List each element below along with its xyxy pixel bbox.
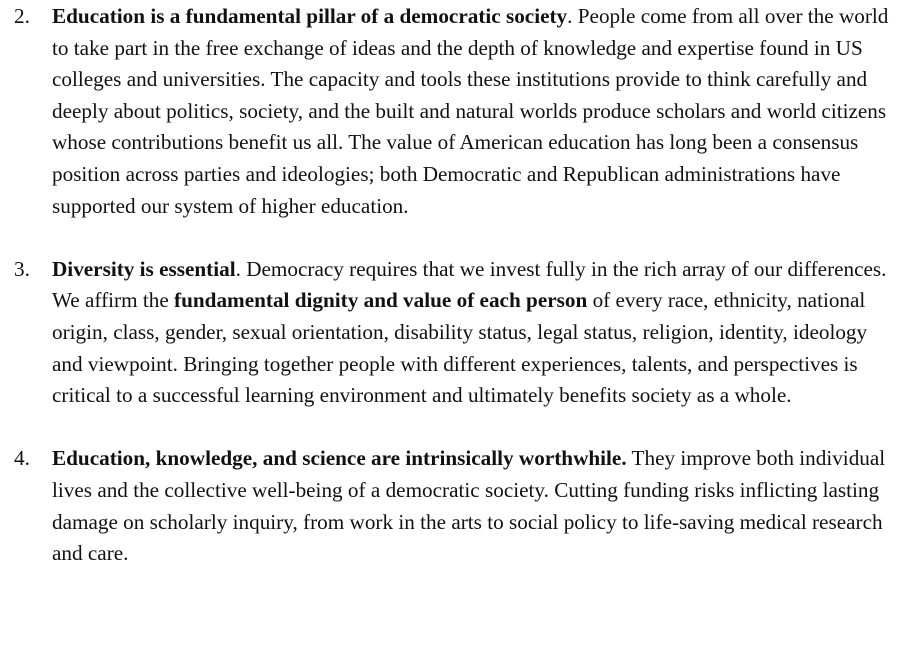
list-item-4 — [0, 443, 897, 569]
list-item-2 — [0, 1, 897, 222]
list-item-3 — [0, 254, 897, 412]
bold-lead-phrase: Education, knowledge, and science are intrinsically worthwhile. — [52, 446, 627, 471]
paragraph-text: of every race, ethnicity, national origin, class, gender, sexual orientation, disability status, legal status, religion, identity, ideology and viewpoint. Bringing together people with different experiences, talents, and perspectives is critical to a successful learning environment and ultimately benefits society as a whole. — [52, 288, 868, 408]
bold-inline-phrase: fundamental dignity and value of each person — [174, 288, 588, 313]
bold-lead-phrase: Education is a fundamental pillar of a democratic society — [52, 4, 568, 28]
list-number: 3. — [14, 256, 30, 281]
list-number: 4. — [14, 446, 30, 471]
bold-lead-phrase: Diversity is essential — [52, 256, 236, 281]
numbered-list — [0, 1, 897, 601]
paragraph-text: . Democracy requires that we invest fully in the rich array of our differences. We affirm the — [52, 256, 887, 313]
list-number: 2. — [14, 4, 30, 28]
paragraph-text: . People come from all over the world to take part in the free exchange of ideas and the depth of knowledge and expertise found in US colleges and universities. The capacity and tools these institutions provide to think carefully and deeply about politics, society, and the built and natural worlds produce scholars and world citizens whose contributions benefit us all. The value of American education has long been a consensus position across parties and ideologies; both Democratic and Republican administrations have supported our system of higher education. — [52, 4, 889, 218]
paragraph — [52, 443, 889, 569]
paragraph — [52, 1, 889, 222]
paragraph — [52, 254, 889, 412]
paragraph-text: They improve both individual lives and the collective well-being of a democratic society. Cutting funding risks inflicting lasting damage on scholarly inquiry, from work in the arts to social policy to life-saving medical research and care. — [52, 446, 886, 566]
